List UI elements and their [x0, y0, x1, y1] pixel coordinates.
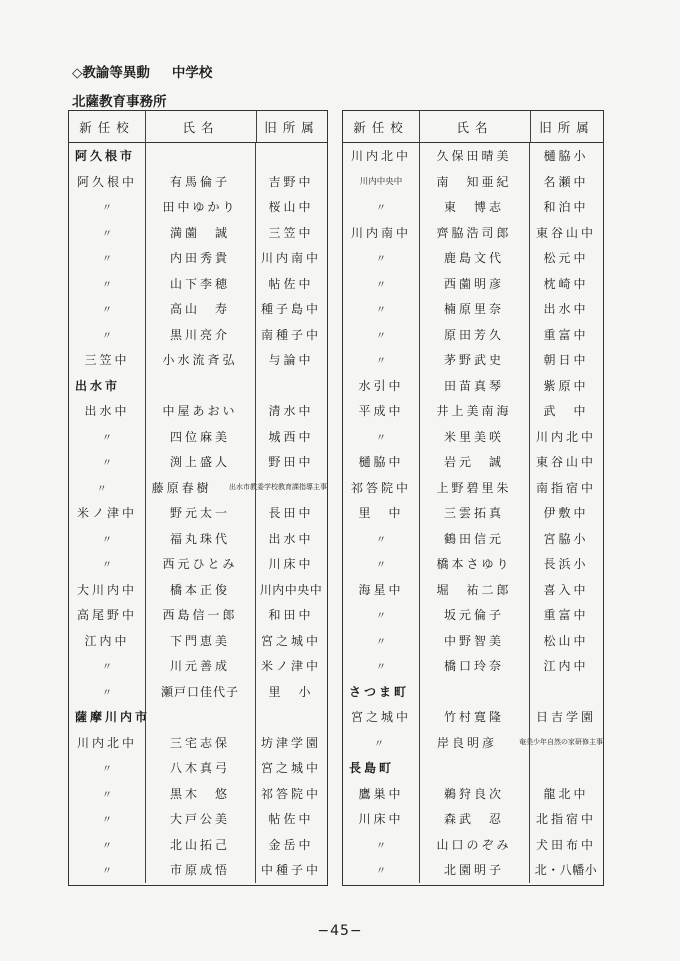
name-cell: 橋本さゆり [436, 557, 512, 572]
name-cell: 渕上盛人 [169, 455, 230, 470]
name-cell: 藤原春樹 [151, 480, 212, 495]
new-school-cell: 宮之城中 [350, 710, 411, 725]
new-school-cell: 〃 [102, 560, 112, 572]
prev-cell: 川内南中 [260, 251, 321, 266]
name-cell: 米里美咲 [443, 429, 504, 444]
table-row [69, 551, 327, 577]
name-cell: 北山拓己 [169, 837, 230, 852]
prev-cell: 里 小 [268, 684, 314, 699]
table-row [343, 143, 603, 169]
new-school-cell: 〃 [376, 330, 386, 342]
table-row [343, 704, 603, 730]
region-name: 阿久根市 [75, 149, 136, 164]
new-school-cell: 〃 [102, 228, 112, 240]
table-row [69, 755, 327, 781]
name-cell: 小水流斉弘 [162, 353, 238, 368]
prev-cell: 枕崎中 [543, 276, 589, 291]
name-cell: 西島信一郎 [162, 608, 238, 623]
name-cell: 満薗 誠 [169, 225, 230, 240]
prev-cell: 樋脇小 [543, 149, 589, 164]
prev-cell: 重富中 [543, 327, 589, 342]
new-school-cell: 〃 [102, 815, 112, 827]
name-cell: 田苗真琴 [443, 378, 504, 393]
new-school-cell: 〃 [102, 254, 112, 266]
name-cell: 中屋あおい [162, 404, 238, 419]
prev-cell: 伊敷中 [543, 506, 589, 521]
prev-cell: 種子島中 [260, 302, 321, 317]
name-cell: 西元ひとみ [162, 557, 238, 572]
table-header [69, 111, 327, 143]
name-cell: 三宅志保 [169, 735, 230, 750]
new-school-cell: 〃 [102, 789, 112, 801]
prev-cell: 桜山中 [268, 200, 314, 215]
new-school-cell: 川内北中 [350, 149, 411, 164]
prev-cell: 出水中 [268, 531, 314, 546]
name-cell: 瀬戸口佳代子 [160, 684, 239, 699]
prev-cell: 松元中 [543, 251, 589, 266]
name-cell: 北園明子 [443, 863, 504, 878]
right-table [342, 110, 604, 886]
new-school-cell: 〃 [376, 560, 386, 572]
new-school-cell: 〃 [376, 356, 386, 368]
new-school-cell: 〃 [102, 687, 112, 699]
prev-cell: 朝日中 [543, 353, 589, 368]
new-school-cell: 〃 [102, 432, 112, 444]
prev-cell: 奄美少年自然の家研修主事 [519, 738, 603, 747]
name-cell: 井上美南海 [436, 404, 512, 419]
table-row [343, 577, 603, 603]
prev-cell: 松山中 [543, 633, 589, 648]
name-cell: 下門恵美 [169, 633, 230, 648]
name-cell: 田中ゆかり [162, 200, 238, 215]
header-new-school: 新任校 [69, 111, 146, 142]
name-cell: 鹿島文代 [443, 251, 504, 266]
new-school-cell: 〃 [102, 305, 112, 317]
name-cell: 黒木 悠 [169, 786, 230, 801]
name-cell: 山口のぞみ [436, 837, 512, 852]
table-row [343, 475, 603, 501]
heading-title: ◇教諭等異動 [72, 65, 150, 81]
prev-cell: 祁答院中 [260, 786, 321, 801]
new-school-cell: 〃 [102, 534, 112, 546]
name-cell: 橋口玲奈 [443, 659, 504, 674]
name-cell: 齊脇浩司郎 [436, 225, 512, 240]
new-school-cell: 阿久根中 [76, 174, 137, 189]
new-school-cell: 〃 [102, 840, 112, 852]
new-school-cell: 〃 [376, 840, 386, 852]
table-row [69, 347, 327, 373]
table-row [69, 526, 327, 552]
prev-cell: 和田中 [268, 608, 314, 623]
page-number: −45− [317, 923, 363, 939]
prev-cell: 和泊中 [543, 200, 589, 215]
prev-cell: 北指宿中 [535, 812, 596, 827]
table-header [343, 111, 603, 143]
prev-cell: 宮之城中 [260, 761, 321, 776]
prev-cell: 長浜小 [543, 557, 589, 572]
name-cell: 福丸珠代 [169, 531, 230, 546]
prev-cell: 南指宿中 [535, 480, 596, 495]
name-cell: 西薗明彦 [443, 276, 504, 291]
name-cell: 黒川亮介 [169, 327, 230, 342]
table-row [69, 806, 327, 832]
name-cell: 竹村寛隆 [443, 710, 504, 725]
name-cell: 森武 忍 [443, 812, 504, 827]
new-school-cell: 〃 [373, 738, 384, 750]
prev-cell: 金岳中 [268, 837, 314, 852]
new-school-cell: 川内北中 [76, 735, 137, 750]
prev-cell: 坊津学園 [260, 735, 321, 750]
table-row [69, 857, 327, 883]
office-name: 北薩教育事務所 [72, 94, 167, 110]
header-new-school: 新任校 [343, 111, 420, 142]
new-school-cell: 〃 [102, 866, 112, 878]
prev-cell: 東谷山中 [535, 225, 596, 240]
region-name: さつま町 [349, 684, 410, 699]
new-school-cell: 〃 [102, 458, 112, 470]
name-cell: 三雲拓真 [443, 506, 504, 521]
name-cell: 岩元 誠 [443, 455, 504, 470]
table-row [343, 628, 603, 654]
new-school-cell: 〃 [376, 254, 386, 266]
table-row [69, 628, 327, 654]
new-school-cell: 祁答院中 [350, 480, 411, 495]
prev-cell: 川床中 [268, 557, 314, 572]
new-school-cell: 川床中 [358, 812, 404, 827]
table-row [69, 602, 327, 628]
name-cell: 楠原里奈 [443, 302, 504, 317]
table-row [343, 602, 603, 628]
region-row [69, 373, 327, 399]
table-row [343, 653, 603, 679]
table-row [343, 194, 603, 220]
region-name: 長島町 [349, 761, 395, 776]
name-cell: 久保田晴美 [436, 149, 512, 164]
prev-cell: 宮脇小 [543, 531, 589, 546]
table-row [69, 781, 327, 807]
table-row [343, 245, 603, 271]
new-school-cell: 〃 [102, 764, 112, 776]
prev-cell: 東谷山中 [535, 455, 596, 470]
prev-cell: 吉野中 [268, 174, 314, 189]
table-row [343, 322, 603, 348]
prev-cell: 宮之城中 [260, 633, 321, 648]
new-school-cell: 川内中央中 [359, 177, 403, 188]
prev-cell: 南種子中 [260, 327, 321, 342]
name-cell: 南 知亜紀 [436, 174, 512, 189]
prev-cell: 龍北中 [543, 786, 589, 801]
table-row [343, 347, 603, 373]
section-heading [72, 61, 212, 81]
name-cell: 橋本正俊 [169, 582, 230, 597]
new-school-cell: 里 中 [358, 506, 404, 521]
prev-cell: 喜入中 [543, 582, 589, 597]
region-row [343, 755, 603, 781]
region-row [69, 143, 327, 169]
region-row [343, 679, 603, 705]
new-school-cell: 〃 [376, 432, 386, 444]
table-row [343, 373, 603, 399]
region-name: 薩摩川内市 [75, 710, 151, 725]
prev-cell: 帖佐中 [268, 812, 314, 827]
prev-cell: 名瀬中 [543, 174, 589, 189]
prev-cell: 日吉学園 [535, 710, 596, 725]
name-cell: 鶴田信元 [443, 531, 504, 546]
new-school-cell: 〃 [102, 279, 112, 291]
name-cell: 八木真弓 [169, 761, 230, 776]
prev-cell: 江内中 [543, 659, 589, 674]
table-row [343, 526, 603, 552]
table-row [69, 475, 327, 501]
new-school-cell: 江内中 [84, 633, 130, 648]
prev-cell: 出水市教委学校教育課指導主事 [229, 483, 327, 492]
name-cell: 市原成悟 [169, 863, 230, 878]
table-row [343, 832, 603, 858]
prev-cell: 三笠中 [268, 225, 314, 240]
prev-cell: 長田中 [268, 506, 314, 521]
table-row [69, 730, 327, 756]
prev-cell: 出水中 [543, 302, 589, 317]
table-row [69, 398, 327, 424]
name-cell: 上野碧里朱 [436, 480, 512, 495]
table-row [69, 322, 327, 348]
table-row [69, 832, 327, 858]
prev-cell: 紫原中 [543, 378, 589, 393]
prev-cell: 城西中 [268, 429, 314, 444]
name-cell: 堀 祐二郎 [436, 582, 512, 597]
table-row [69, 679, 327, 705]
prev-cell: 清水中 [268, 404, 314, 419]
name-cell: 鵜狩良次 [443, 786, 504, 801]
table-body [343, 143, 603, 883]
table-row [69, 577, 327, 603]
table-row [343, 781, 603, 807]
table-row [69, 653, 327, 679]
new-school-cell: 樋脇中 [358, 455, 404, 470]
header-prev: 旧所属 [264, 119, 320, 135]
new-school-cell: 〃 [376, 636, 386, 648]
table-row [69, 194, 327, 220]
name-cell: 高山 寿 [169, 302, 230, 317]
header-prev: 旧所属 [539, 119, 595, 135]
table-row [343, 857, 603, 883]
new-school-cell: 出水中 [84, 404, 130, 419]
new-school-cell: 〃 [376, 279, 386, 291]
prev-cell: 川内中央中 [259, 582, 323, 597]
table-row [69, 424, 327, 450]
table-row [69, 296, 327, 322]
name-cell: 山下李穂 [169, 276, 230, 291]
prev-cell: 北・八幡小 [534, 863, 598, 878]
prev-cell: 武 中 [543, 404, 589, 419]
table-row [343, 500, 603, 526]
new-school-cell: 米ノ津中 [76, 506, 137, 521]
prev-cell: 与論中 [268, 353, 314, 368]
new-school-cell: 〃 [376, 305, 386, 317]
header-name: 氏名 [146, 111, 257, 142]
table-row [69, 169, 327, 195]
left-table [68, 110, 328, 886]
name-cell: 岸良明彦 [436, 735, 497, 750]
table-row [343, 424, 603, 450]
new-school-cell: 鷹巣中 [358, 786, 404, 801]
new-school-cell: 〃 [376, 866, 386, 878]
new-school-cell: 大川内中 [76, 582, 137, 597]
prev-cell: 重富中 [543, 608, 589, 623]
prev-cell: 中種子中 [260, 863, 321, 878]
name-cell: 坂元倫子 [443, 608, 504, 623]
new-school-cell: 〃 [376, 611, 386, 623]
prev-cell: 犬田布中 [535, 837, 596, 852]
table-row [343, 220, 603, 246]
header-name: 氏名 [420, 111, 531, 142]
table-row [343, 271, 603, 297]
table-row [343, 296, 603, 322]
name-cell: 野元太一 [169, 506, 230, 521]
table-body [69, 143, 327, 883]
prev-cell: 米ノ津中 [260, 659, 321, 674]
table-row [343, 551, 603, 577]
new-school-cell: 〃 [376, 662, 386, 674]
table-row [69, 220, 327, 246]
table-row [343, 806, 603, 832]
new-school-cell: 〃 [376, 534, 386, 546]
table-row [69, 449, 327, 475]
name-cell: 東 博志 [443, 200, 504, 215]
region-name: 出水市 [75, 378, 121, 393]
table-row [343, 449, 603, 475]
name-cell: 原田芳久 [443, 327, 504, 342]
region-row [69, 704, 327, 730]
name-cell: 内田秀貴 [169, 251, 230, 266]
prev-cell: 帖佐中 [268, 276, 314, 291]
new-school-cell: 〃 [96, 483, 107, 495]
table-row [69, 245, 327, 271]
prev-cell: 野田中 [268, 455, 314, 470]
name-cell: 四位麻美 [169, 429, 230, 444]
new-school-cell: 〃 [102, 330, 112, 342]
name-cell: 有馬倫子 [169, 174, 230, 189]
new-school-cell: 三笠中 [84, 353, 130, 368]
new-school-cell: 〃 [102, 662, 112, 674]
new-school-cell: 〃 [376, 203, 386, 215]
table-row [343, 169, 603, 195]
new-school-cell: 水引中 [358, 378, 404, 393]
table-row [69, 500, 327, 526]
name-cell: 中野智美 [443, 633, 504, 648]
prev-cell: 川内北中 [535, 429, 596, 444]
new-school-cell: 〃 [102, 203, 112, 215]
new-school-cell: 平成中 [358, 404, 404, 419]
table-row [343, 730, 603, 756]
name-cell: 茅野武史 [443, 353, 504, 368]
name-cell: 大戸公美 [169, 812, 230, 827]
new-school-cell: 川内南中 [350, 225, 411, 240]
heading-subtitle: 中学校 [171, 65, 213, 81]
table-row [69, 271, 327, 297]
table-row [343, 398, 603, 424]
new-school-cell: 高尾野中 [76, 608, 137, 623]
name-cell: 川元善成 [169, 659, 230, 674]
new-school-cell: 海星中 [358, 582, 404, 597]
